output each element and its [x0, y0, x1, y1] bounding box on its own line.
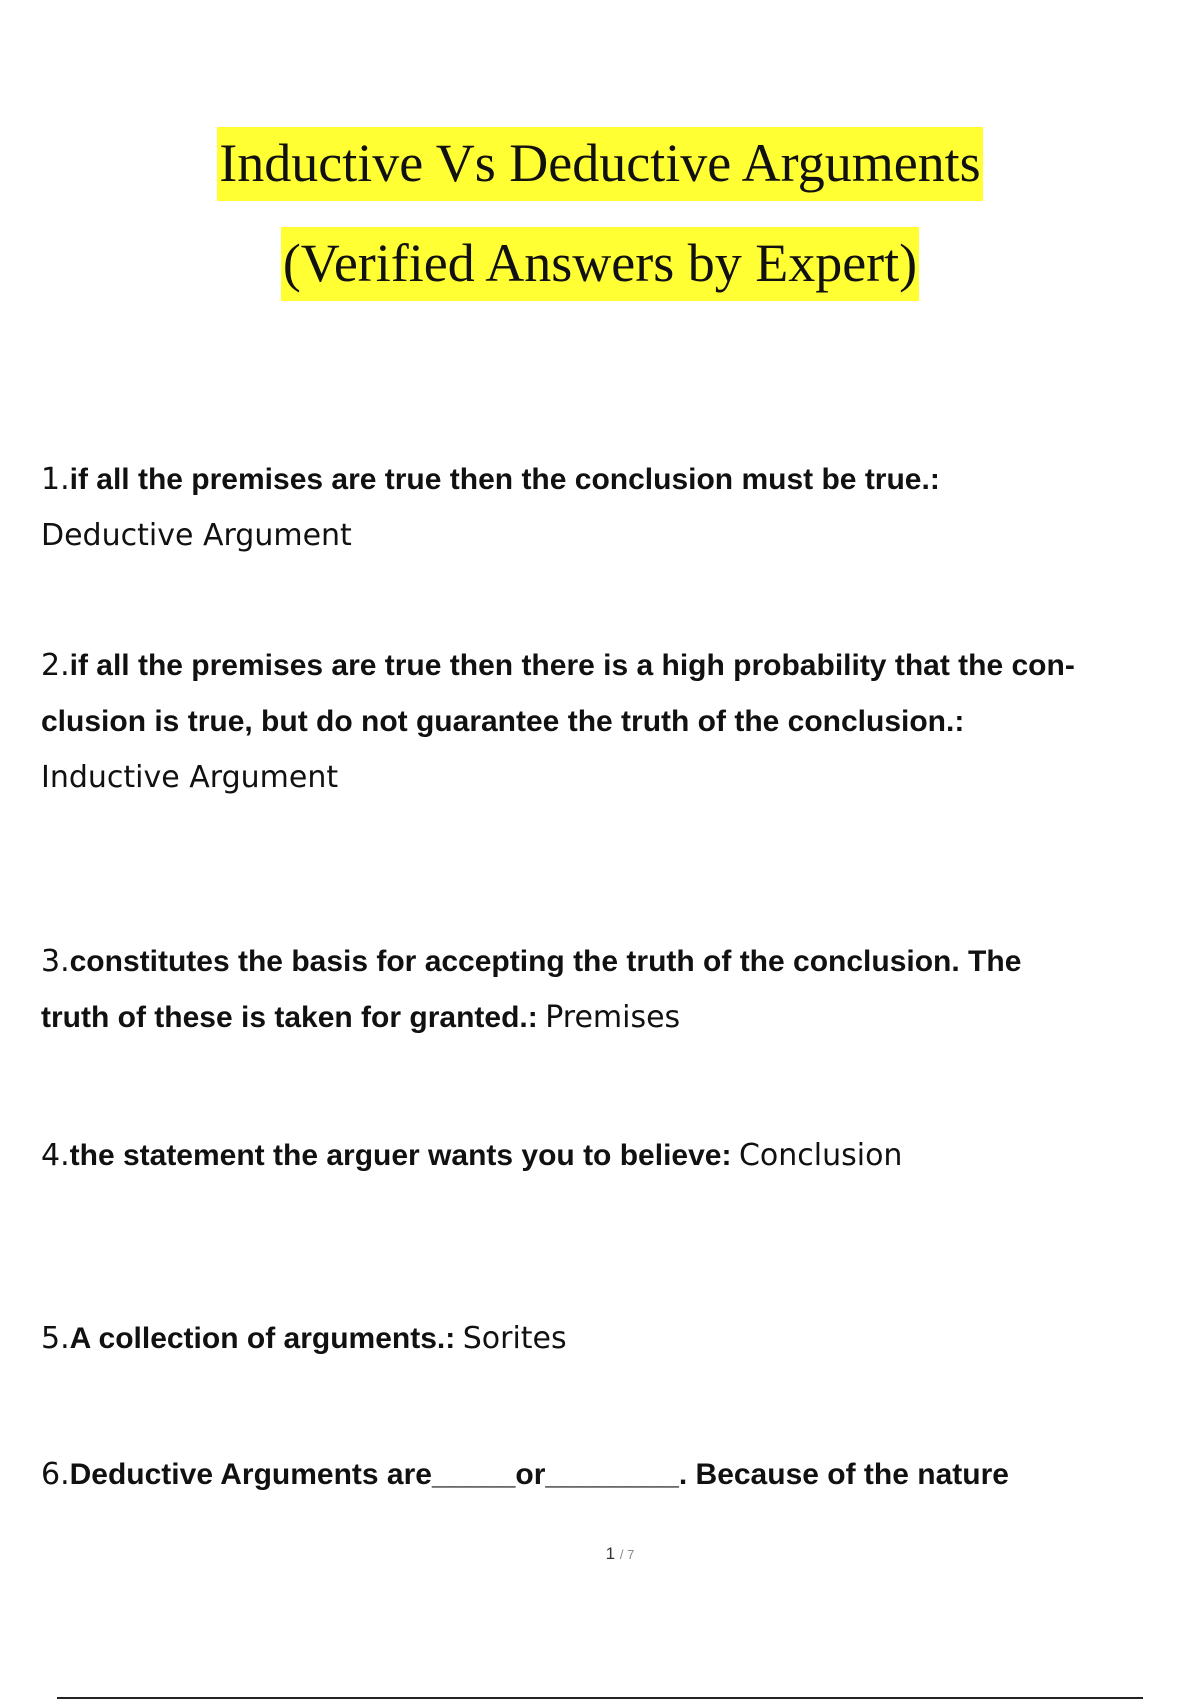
item-number: 2.	[41, 648, 70, 683]
title-highlight-1: Inductive Vs Deductive Arguments	[217, 127, 982, 201]
question-text-line-1: if all the premises are true then there is a high probability that the con-	[69, 649, 1075, 682]
item-number: 1.	[41, 462, 70, 497]
item-number: 6.	[41, 1457, 70, 1492]
title-highlight-2: (Verified Answers by Expert)	[281, 227, 919, 301]
question-text: A collection of arguments.:	[69, 1322, 456, 1355]
qa-item-6	[41, 1447, 1171, 1503]
page-indicator	[0, 1544, 1200, 1564]
bottom-divider	[57, 1697, 1143, 1699]
question-text-line-1: constitutes the basis for accepting the truth of the conclusion. The	[69, 945, 1022, 978]
qa-item-5	[41, 1311, 1171, 1367]
document-title-line-2	[0, 233, 1200, 293]
question-text: the statement the arguer wants you to believe:	[69, 1139, 732, 1172]
item-number: 3.	[41, 944, 70, 979]
question-text-line-2: truth of these is taken for granted.:	[41, 1001, 538, 1034]
question-text: Deductive Arguments are_____or________. Because of the nature	[69, 1458, 1009, 1491]
answer-text: Sorites	[462, 1321, 567, 1356]
page-current: 1	[605, 1544, 616, 1563]
answer-text: Conclusion	[738, 1138, 903, 1173]
answer-text: Premises	[545, 1000, 681, 1035]
item-number: 4.	[41, 1138, 70, 1173]
page-total: / 7	[619, 1547, 635, 1562]
qa-item-1	[41, 452, 1171, 564]
document-title-line-1	[0, 133, 1200, 193]
qa-item-3	[41, 934, 1171, 1046]
answer-text: Deductive Argument	[41, 518, 352, 553]
qa-item-4	[41, 1128, 1171, 1184]
question-text-line-2: clusion is true, but do not guarantee the truth of the conclusion.:	[41, 705, 965, 738]
item-number: 5.	[41, 1321, 70, 1356]
answer-text: Inductive Argument	[41, 760, 339, 795]
question-text: if all the premises are true then the conclusion must be true.:	[69, 463, 940, 496]
qa-item-2	[41, 638, 1171, 806]
